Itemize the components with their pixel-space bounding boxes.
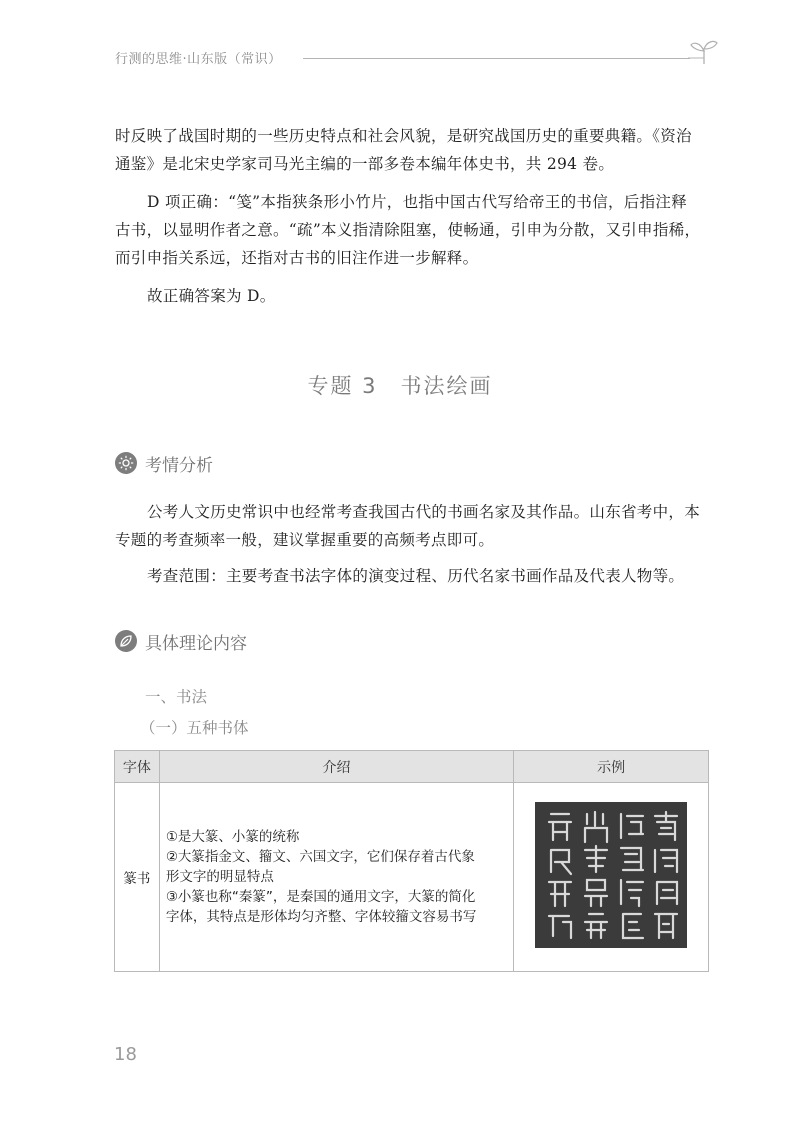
topic-title: 专题 3 书法绘画 <box>307 374 493 398</box>
table-header-cell: 字体 <box>115 751 160 783</box>
paragraph-line: 而引申指关系远，还指对古书的旧注作进一步解释。 <box>115 249 479 267</box>
paragraph-line: 古书，以显明作者之意。“疏”本义指清除阻塞，使畅通，引申为分散，又引申指稀， <box>115 221 701 239</box>
subsection-calligraphy: 一、书法 <box>145 688 208 706</box>
answer-paragraph <box>115 282 715 310</box>
table-header-cell: 介绍 <box>159 751 513 783</box>
table-cell-example <box>514 783 709 972</box>
answer-line: 故正确答案为 D。 <box>147 287 276 305</box>
subsection-five-scripts: （一）五种书体 <box>140 719 249 737</box>
paragraph-line: 考查范围：主要考查书法字体的演变过程、历代名家书画作品及代表人物等。 <box>147 567 685 585</box>
intro-line: 字体，其特点是形体均匀齐整、字体较籀文容易书写 <box>165 909 477 925</box>
table-cell-intro <box>159 783 513 972</box>
analysis-paragraph <box>115 498 715 554</box>
intro-line: ③小篆也称“秦篆”，是秦国的通用文字，大篆的简化 <box>165 889 476 905</box>
header-divider <box>303 58 690 59</box>
intro-line: ①是大篆、小篆的统称 <box>165 829 300 845</box>
analysis-heading <box>115 450 213 476</box>
table-cell-font: 篆书 <box>115 783 160 972</box>
seal-script-sample-image <box>535 802 687 948</box>
running-header-title: 行测的思维·山东版（常识） <box>115 52 282 67</box>
table-header-row <box>115 751 709 783</box>
table-header-cell: 示例 <box>514 751 709 783</box>
intro-line: ②大篆指金文、籀文、六国文字，它们保存着古代象 <box>165 849 475 865</box>
paragraph-line: D 项正确：“笺”本指狭条形小竹片，也指中国古代写给帝王的书信，后指注释 <box>147 193 688 211</box>
theory-heading <box>115 628 247 654</box>
table-row <box>115 783 709 972</box>
paragraph-zhanguo <box>115 122 715 178</box>
theory-heading-label: 具体理论内容 <box>145 633 247 654</box>
paragraph-line: 通鉴》是北宋史学家司马光主编的一部多卷本编年体史书，共 294 卷。 <box>115 155 615 173</box>
paragraph-line: 公考人文历史常识中也经常考查我国古代的书画名家及其作品。山东省考中，本 <box>147 503 701 521</box>
paragraph-option-d <box>115 188 715 272</box>
script-styles-table <box>114 750 709 972</box>
sun-icon <box>115 452 137 474</box>
scope-paragraph <box>115 562 715 590</box>
sprout-icon <box>688 36 720 66</box>
analysis-heading-label: 考情分析 <box>145 455 213 476</box>
paragraph-line: 时反映了战国时期的一些历史特点和社会风貌，是研究战国历史的重要典籍。《资治 <box>115 127 692 145</box>
paragraph-line: 专题的考查频率一般，建议掌握重要的高频考点即可。 <box>115 531 495 549</box>
intro-line: 形文字的明显特点 <box>165 869 274 885</box>
page-number: 18 <box>114 1044 137 1065</box>
leaf-icon <box>115 630 137 652</box>
